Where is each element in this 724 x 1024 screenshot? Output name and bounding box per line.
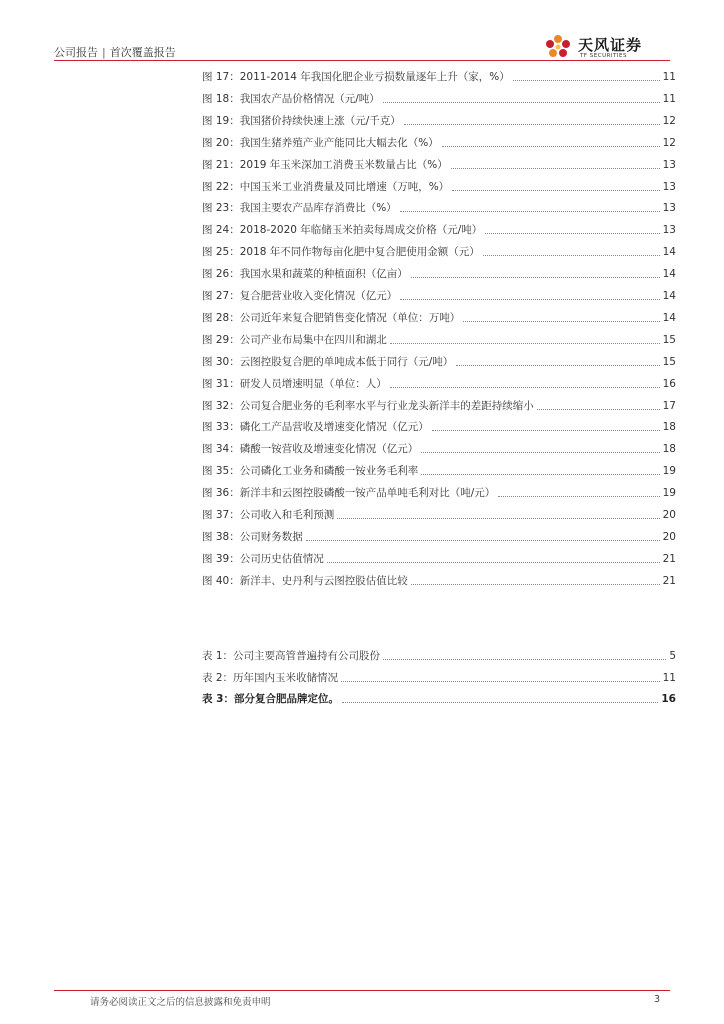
toc-entry-label: 图 31： (202, 377, 240, 390)
toc-entry-label: 图 29： (202, 333, 240, 346)
toc-entry-label: 图 18： (202, 92, 240, 105)
toc-entry[interactable] (202, 528, 676, 544)
toc-entry[interactable] (202, 90, 676, 106)
toc-entry[interactable] (202, 669, 676, 685)
toc-entry[interactable] (202, 572, 676, 588)
toc-entry-label: 图 23： (202, 202, 240, 215)
toc-entry[interactable] (202, 134, 676, 150)
toc-leader-dots (383, 102, 660, 103)
toc-leader-dots (327, 562, 660, 563)
toc-entry-label: 图 22： (202, 180, 240, 193)
toc-entry-page: 15 (662, 333, 676, 346)
toc-leader-dots (456, 365, 659, 366)
toc-leader-dots (400, 211, 660, 212)
toc-entry-title: 公司财务数据 (239, 530, 303, 543)
toc-entry[interactable] (202, 353, 676, 369)
toc-entry-page: 5 (669, 650, 676, 662)
toc-entry-title: 公司收入和毛利预测 (239, 509, 335, 521)
toc-entry[interactable] (202, 418, 676, 434)
toc-entry-title: 中国玉米工业消费量及同比增速（万吨，%） (239, 180, 450, 193)
toc-leader-dots (306, 540, 660, 541)
report-type: 首次覆盖报告 (109, 46, 176, 59)
toc-entry-label: 图 17： (202, 71, 240, 83)
footer-divider (54, 990, 670, 991)
toc-entry-page: 21 (662, 574, 676, 587)
toc-entry-label: 图 32： (202, 399, 240, 412)
toc-entry-page: 11 (662, 71, 676, 83)
toc-entry-title: 2018 年不同作物每亩化肥中复合肥使用金额（元） (239, 246, 480, 259)
toc-entry-page: 19 (662, 465, 676, 478)
toc-leader-dots (442, 146, 660, 147)
toc-entry-label: 图 26： (202, 268, 240, 281)
toc-entry-page: 21 (662, 552, 676, 565)
toc-entry-page: 13 (662, 180, 676, 193)
toc-leader-dots (400, 299, 659, 300)
toc-entry[interactable] (202, 243, 676, 259)
toc-entry-title: 研发人员增速明显（单位：人） (239, 377, 387, 390)
header-label (54, 44, 176, 60)
toc-leader-dots (421, 452, 659, 453)
toc-leader-dots (390, 343, 660, 344)
brand-logo (540, 34, 670, 62)
toc-entry-title: 新洋丰、史丹利与云图控股估值比较 (239, 574, 408, 587)
footer-disclaimer: 请务必阅读正文之后的信息披露和免责申明 (90, 997, 271, 1008)
toc-leader-dots (404, 124, 660, 125)
toc-entry[interactable] (202, 309, 676, 325)
toc-entry-page: 14 (662, 246, 676, 259)
toc-entry-page: 11 (662, 92, 676, 105)
toc-entry[interactable] (202, 112, 676, 128)
toc-entry-page: 12 (662, 114, 676, 127)
toc-entry[interactable] (202, 287, 676, 303)
toc-leader-dots (463, 321, 659, 322)
toc-entry-page: 17 (662, 399, 676, 412)
toc-entry-label: 表 2： (202, 671, 234, 684)
toc-entry-page: 19 (662, 487, 676, 500)
toc-leader-dots (411, 584, 660, 585)
toc-leader-dots (342, 702, 658, 703)
toc-leader-dots (513, 80, 660, 81)
toc-entry-label: 图 19： (202, 114, 240, 127)
toc-entry[interactable] (202, 156, 676, 172)
toc-entry-page: 11 (662, 671, 676, 684)
toc-leader-dots (432, 430, 660, 431)
toc-entry-title: 公司历史估值情况 (239, 552, 324, 565)
toc-entry-title: 公司磷化工业务和磷酸一铵业务毛利率 (239, 465, 419, 478)
toc-entry-page: 13 (662, 202, 676, 215)
toc-entry-label: 图 25： (202, 246, 240, 259)
toc-leader-dots (341, 681, 660, 682)
toc-entry-page: 18 (662, 421, 676, 434)
toc-entry-label: 图 24： (202, 224, 240, 237)
toc-entry-title: 2018-2020 年临储玉米拍卖每周成交价格（元/吨） (239, 224, 483, 237)
toc-entry[interactable] (202, 550, 676, 566)
toc-entry-label: 图 40： (202, 574, 240, 587)
toc-entry-title: 2011-2014 年我国化肥企业亏损数量逐年上升（家，%） (239, 71, 510, 83)
toc-entry[interactable] (202, 440, 676, 456)
toc-entry-page: 14 (662, 311, 676, 324)
toc-entry-title: 复合肥营业收入变化情况（亿元） (239, 290, 398, 302)
toc-leader-dots (421, 474, 659, 475)
toc-entry[interactable] (202, 178, 676, 194)
toc-leader-dots (390, 387, 660, 388)
toc-leader-dots (483, 255, 660, 256)
toc-entry-page: 14 (662, 268, 676, 281)
toc-entry-title: 我国主要农产品库存消费比（%） (239, 202, 397, 215)
toc-entry-title: 2019 年玉米深加工消费玉米数量占比（%） (239, 158, 448, 171)
toc-entry[interactable] (202, 484, 676, 500)
toc-entry-title: 云图控股复合肥的单吨成本低于同行（元/吨） (239, 355, 454, 368)
toc-entry-label: 图 27： (202, 290, 240, 302)
brand-name-en: TF SECURITIES (580, 53, 627, 59)
toc-entry-page: 18 (662, 443, 676, 456)
toc-entry-label: 图 38： (202, 530, 240, 543)
toc-entry-title: 磷化工产品营收及增速变化情况（亿元） (239, 421, 429, 434)
toc-entry-title: 公司近年来复合肥销售变化情况（单位：万吨） (239, 311, 461, 324)
toc-leader-dots (451, 168, 660, 169)
toc-leader-dots (537, 409, 660, 410)
toc-entry-label: 表 3： (202, 693, 234, 705)
toc-entry-title: 历年国内玉米收储情况 (233, 671, 339, 684)
toc-entry-title: 公司复合肥业务的毛利率水平与行业龙头新洋丰的差距持续缩小 (239, 399, 534, 412)
toc-entry-label: 图 33： (202, 421, 240, 434)
toc-entry-page: 12 (662, 136, 676, 149)
toc-leader-dots (337, 518, 659, 519)
toc-leader-dots (485, 233, 659, 234)
toc-entry-page: 15 (662, 355, 676, 368)
toc-leader-dots (452, 190, 659, 191)
toc-entry-title: 部分复合肥品牌定位。 (233, 693, 339, 705)
header-separator: | (102, 46, 106, 59)
toc-leader-dots (498, 496, 659, 497)
toc-entry-title: 公司产业布局集中在四川和湖北 (239, 333, 387, 346)
toc-leader-dots (383, 659, 666, 660)
toc-entry-label: 图 20： (202, 136, 240, 149)
toc-entry-label: 图 39： (202, 552, 240, 565)
toc-leader-dots (411, 277, 660, 278)
toc-entry[interactable] (202, 397, 676, 413)
toc-entry-title: 公司主要高管普遍持有公司股份 (233, 650, 381, 662)
toc-entry-page: 20 (662, 530, 676, 543)
flower-logo-icon (540, 34, 576, 62)
toc-entry[interactable] (202, 68, 676, 84)
toc-entry-page: 16 (661, 693, 676, 705)
toc-entry-title: 我国猪价持续快速上涨（元/千克） (239, 114, 401, 127)
toc-entry[interactable] (202, 331, 676, 347)
toc-entry-page: 20 (662, 509, 676, 521)
toc-entry-label: 图 36： (202, 487, 240, 500)
toc-entry-title: 新洋丰和云图控股磷酸一铵产品单吨毛利对比（吨/元） (239, 487, 496, 500)
toc-entry[interactable] (202, 506, 676, 522)
toc-entry-label: 图 34： (202, 443, 240, 456)
toc-entry[interactable] (202, 462, 676, 478)
toc-entry-title: 磷酸一铵营收及增速变化情况（亿元） (239, 443, 419, 456)
toc-entry-title: 我国生猪养殖产业产能同比大幅去化（%） (239, 136, 439, 149)
toc-entry-label: 表 1： (202, 650, 234, 662)
toc-entry-page: 13 (662, 224, 676, 237)
brand-name-cn: 天风证券 (578, 36, 643, 54)
page-number: 3 (654, 994, 661, 1005)
toc-entry[interactable] (202, 199, 676, 215)
toc-entry-label: 图 37： (202, 509, 240, 521)
toc-entry[interactable] (202, 690, 676, 706)
toc-entry-label: 图 21： (202, 158, 240, 171)
toc-entry[interactable] (202, 375, 676, 391)
toc-entry[interactable] (202, 647, 676, 663)
toc-entry[interactable] (202, 265, 676, 281)
doc-type: 公司报告 (54, 46, 98, 59)
toc-entry-page: 16 (662, 377, 676, 390)
toc-entry-label: 图 28： (202, 311, 240, 324)
toc-entry-title: 我国农产品价格情况（元/吨） (239, 92, 380, 105)
toc-entry[interactable] (202, 221, 676, 237)
toc-entry-page: 13 (662, 158, 676, 171)
toc-entry-label: 图 30： (202, 355, 240, 368)
toc-entry-page: 14 (662, 290, 676, 302)
toc-entry-label: 图 35： (202, 465, 240, 478)
header-divider (54, 60, 670, 61)
toc-entry-title: 我国水果和蔬菜的种植面积（亿亩） (239, 268, 408, 281)
